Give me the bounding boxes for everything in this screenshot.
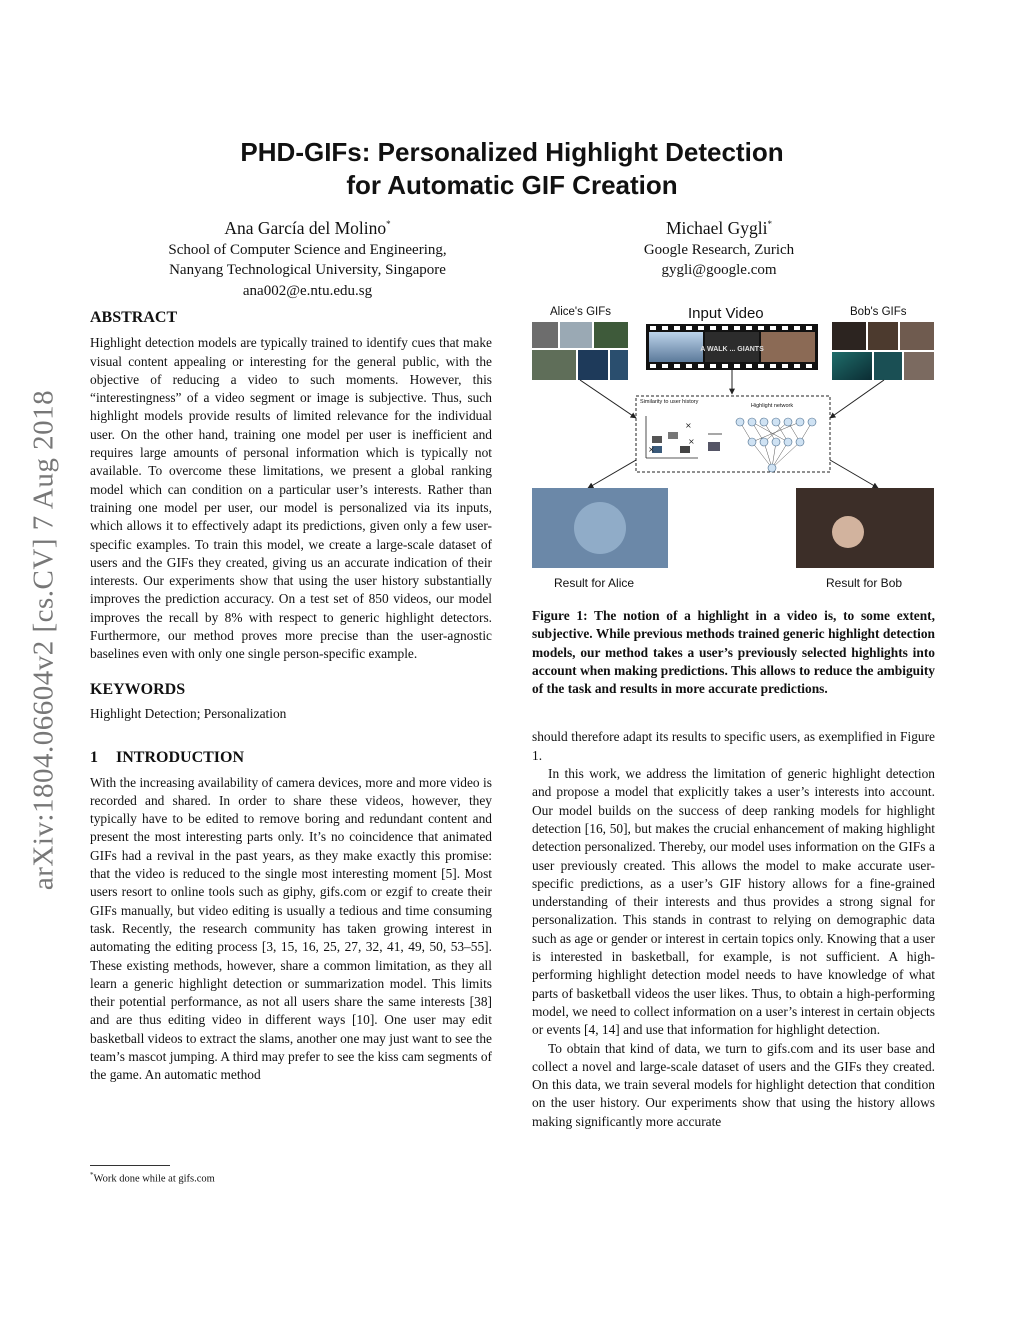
footnote-rule (90, 1165, 170, 1166)
bob-gif-thumb (904, 352, 934, 380)
abstract-text: Highlight detection models are typically trained to identify cues that make visual content appealing or interesting for the general public, with the objective of reducing a video to such moments. However, this “interestingness” of a video segment or image is subjective. Thus, such highlight models provide results of limited relevance for the individual user. On the other hand, training one model per user is inefficient and requires large amounts of personal information which is typically not available. To overcome these limitations, we present a global ranking model which can condition on a particular user’s interests. Rather than training one model per user, our model is personalized via its inputs, which allows it to effectively adapt its predictions, given only a few user-specific examples. To train this model, we create a large-scale dataset of users and the GIFs they created, giving us an accurate indication of their interests. Our experiments show that using the user history substantially improves the prediction accuracy. On a test set of 850 videos, our model improves the recall by 8% with respect to generic highlight detectors. Furthermore, our method proves more precise than the user-agnostic baselines even with only one single person-specific example. (90, 335, 492, 662)
keywords-heading: KEYWORDS (90, 680, 186, 698)
bob-gif-thumb (832, 352, 872, 380)
result-image-bob (796, 488, 934, 568)
author-affiliation: School of Computer Science and Engineering, (168, 241, 447, 258)
footnote (90, 1171, 215, 1185)
figure-1-diagram (528, 300, 938, 600)
footnote-mark: * (90, 1171, 94, 1179)
title-line-2: for Automatic GIF Creation (346, 170, 678, 200)
bob-gif-thumb (900, 322, 934, 350)
result-alice-label: Result for Alice (554, 576, 635, 590)
keywords-text: Highlight Detection; Personalization (90, 705, 287, 721)
alice-gifs-label: Alice's GIFs (550, 306, 611, 318)
section-number: 1 (90, 749, 98, 767)
right-column (532, 607, 935, 1131)
right-paragraph-2: To obtain that kind of data, we turn to gifs.com and its user base and collect a novel and large-scale dataset of users and the GIFs they created. On this data, we train several models for highlight detection that condition on the user history. Our experiments show that using the history allows making significantly more accurate (532, 1040, 935, 1129)
alice-gif-thumb (532, 322, 558, 348)
figure-1 (528, 300, 938, 600)
alice-gif-thumb (560, 322, 592, 348)
author-block-1 (130, 212, 485, 301)
input-video-label: Input Video (688, 305, 764, 322)
alice-gif-thumb (610, 350, 628, 380)
title-line-1: PHD-GIFs: Personalized Highlight Detection (240, 137, 784, 167)
section-title: INTRODUCTION (116, 749, 245, 767)
video-frame-title: A WALK ... GIANTS (700, 346, 764, 353)
arxiv-id: arXiv:1804.06604v2 [cs.CV] 7 Aug 2018 (27, 389, 60, 891)
author-email[interactable]: ana002@e.ntu.edu.sg (242, 282, 373, 299)
bob-gif-thumb (832, 322, 866, 350)
section-heading-introduction (90, 749, 492, 767)
bob-gifs-label: Bob's GIFs (850, 306, 907, 318)
author-name: Michael Gygli (665, 217, 768, 238)
similarity-label: Similarity to user history (640, 399, 699, 405)
video-frame (761, 332, 815, 362)
result-bob-label: Result for Bob (826, 576, 903, 590)
figure-1-caption: Figure 1: The notion of a highlight in a video is, to some extent, subjective. While previous methods trained generic highlight detection models, our method takes a user’s previously selected highlights into account when making predictions. This allows to reduce the ambiguity of the task and results in more accurate predictions. (532, 608, 935, 697)
model-box (636, 396, 830, 472)
svg-text:×: × (685, 421, 692, 430)
video-frame (649, 332, 703, 362)
right-paragraph-1: In this work, we address the limitation of generic highlight detection and propose a model that explicitly takes a user’s interests into account. Our model builds on the success of deep ranking models for highlight detection [16, 50], but makes the crucial enhancement of making highlight detection personalized. Thereby, our model uses information on the GIFs a user previously created. This allows the model to make accurate user-specific predictions, as a user’s GIF history allows for a fine-grained understanding of their interests and thus provides a strong signal for personalization. This stands in contrast to relying on demographic data such as age or gender or interest in certain topics only. Knowing that a user is interested in basketball, for example, is not sufficient. A high-performing highlight detection model needs to have knowledge of what parts of basketball videos the user likes. Thus, to obtain a high-performing model, we need to collect information on a user’s interest in certain objects or events [4, 14] and use that information for highlight detection. (532, 766, 935, 1038)
svg-text:×: × (648, 445, 655, 454)
abstract-heading: ABSTRACT (90, 309, 178, 326)
intro-paragraph-1: With the increasing availability of camera devices, more and more video is recorded and shared. In order to share these videos, however, they typically have to be edited to remove boring and redundant content and present the most interesting parts only. It’s no coincidence that animated GIFs had a revival in the past years, as they make exactly this promise: that the video is reduced to the single most interesting moment [5]. Most users resort to online tools such as giphy, gifs.com or ezgif to create their GIFs manually, but video editing is usually a tedious and time consuming task. Recently, the research community has taken growing interest in automating the editing process [3, 15, 16, 25, 27, 32, 41, 49, 50, 53–55]. These existing methods, however, share a common limitation, as they all learn a generic highlight detection or summarization model. This limits their potential performance, as not all users share the same interests [38] and are thus editing video in different ways [10]. One user may edit basketball videos to extract the slams, another one may just want to see the team’s mascot jumping. A third may prefer to see the kiss cam segments of the game. An automatic method (90, 774, 492, 1083)
alice-gif-thumb (594, 322, 628, 348)
author-mark: * (386, 219, 391, 229)
bob-gif-thumb (874, 352, 902, 380)
author-block-2 (600, 212, 838, 281)
svg-text:×: × (688, 437, 695, 446)
author-mark: * (767, 219, 773, 229)
footnote-text: Work done while at gifs.com (93, 1173, 215, 1185)
alice-gif-thumb (532, 350, 576, 380)
left-column (90, 309, 492, 1085)
right-paragraph-0: should therefore adapt its results to specific users, as exemplified in Figure 1. (532, 729, 935, 763)
author-affiliation: Google Research, Zurich (643, 241, 795, 258)
bob-gif-thumb (868, 322, 898, 350)
paper-title (0, 136, 1024, 202)
alice-gif-thumb (578, 350, 608, 380)
highlight-network-label: Highlight network (750, 403, 794, 409)
author-email[interactable]: gygli@google.com (661, 262, 777, 279)
author-name: Ana García del Molino (224, 217, 387, 238)
author-affiliation: Nanyang Technological University, Singapore (169, 262, 446, 279)
